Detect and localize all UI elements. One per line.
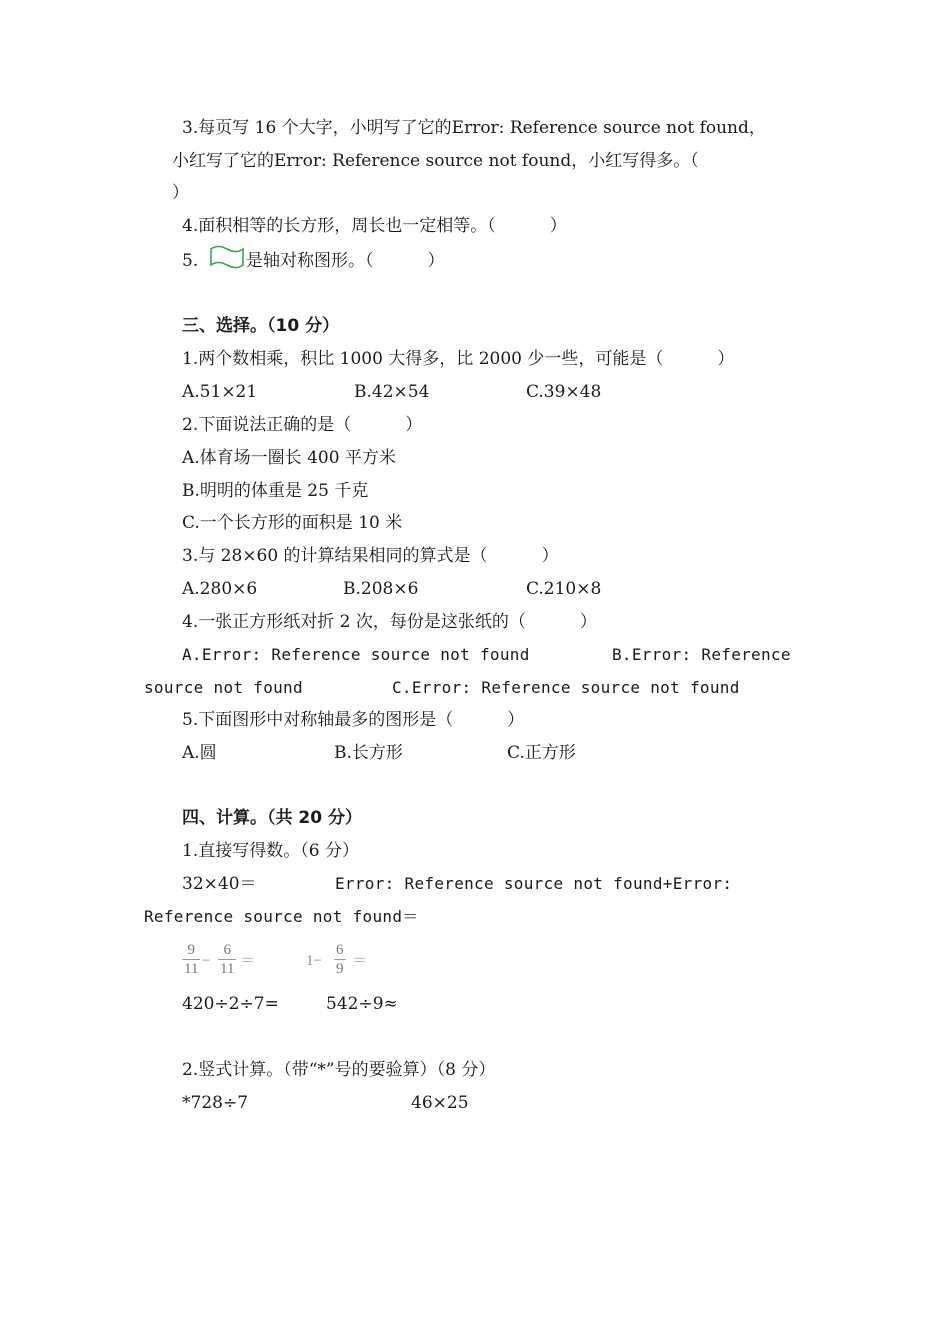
one-minus: 1− [306, 953, 322, 969]
judge-q5-prefix: 5. [182, 251, 204, 271]
fraction-9-11 [182, 941, 200, 978]
choice-q4-option-b-line2: source not found [144, 678, 303, 697]
choice-q2: 2.下面说法正确的是（ ） [182, 415, 423, 435]
judge-q3-line2: 小红写了它的Error: Reference source not found，小红写得多。（ [172, 151, 699, 171]
calc-expr-2-line2: Reference source not found＝ [144, 907, 419, 926]
calc-expr-4: 542÷9≈ [326, 994, 398, 1014]
judge-q4: 4.面积相等的长方形，周长也一定相等。（ ） [182, 216, 567, 236]
choice-q4-option-b-line1: B.Error: Reference [612, 645, 791, 664]
choice-q4-option-c: C.Error: Reference source not found [392, 678, 740, 697]
calc-sub1: 1.直接写得数。（6 分） [182, 841, 359, 861]
choice-q3: 3.与 28×60 的计算结果相同的算式是（ ） [182, 546, 559, 566]
calc-expr-1: 32×40＝ [182, 874, 257, 894]
fraction-denominator: 9 [336, 961, 344, 977]
choice-q2-option-a: A.体育场一圈长 400 平方米 [182, 448, 396, 468]
fraction-6-9 [334, 941, 346, 978]
equals-sign: ＝ [352, 953, 368, 969]
calc-expr-5: *728÷7 [182, 1093, 249, 1113]
choice-q2-option-b: B.明明的体重是 25 千克 [182, 481, 369, 501]
choice-q4-option-a: A.Error: Reference source not found [182, 645, 530, 664]
fraction-numerator: 6 [218, 941, 236, 960]
choice-q1-option-a: A.51×21 [182, 382, 258, 402]
choice-q4: 4.一张正方形纸对折 2 次，每份是这张纸的（ ） [182, 612, 597, 632]
fraction-6-11 [218, 941, 236, 978]
equals-sign: ＝ [240, 953, 256, 969]
choice-q2-option-c: C.一个长方形的面积是 10 米 [182, 513, 403, 533]
section-calc-heading: 四、计算。（共 20 分） [182, 808, 362, 828]
choice-q5-option-a: A.圆 [182, 743, 217, 763]
choice-q3-option-c: C.210×8 [526, 579, 602, 599]
fraction-denominator: 11 [220, 961, 235, 977]
calc-sub2: 2.竖式计算。（带“*”号的要验算）（8 分） [182, 1060, 496, 1080]
section-choice-heading: 三、选择。（10 分） [182, 316, 340, 336]
judge-q3-line3: ） [172, 183, 189, 203]
judge-q5-suffix: 是轴对称图形。（ ） [246, 251, 445, 271]
fraction-denominator: 11 [184, 961, 199, 977]
choice-q5-option-c: C.正方形 [507, 743, 576, 763]
choice-q3-option-b: B.208×6 [343, 579, 419, 599]
choice-q5-option-b: B.长方形 [334, 743, 403, 763]
calc-expr-2-line1: Error: Reference source not found+Error: [335, 874, 733, 893]
choice-q5: 5.下面图形中对称轴最多的图形是（ ） [182, 710, 525, 730]
choice-q3-option-a: A.280×6 [182, 579, 258, 599]
fraction-numerator: 9 [182, 941, 200, 960]
fraction-numerator: 6 [336, 942, 344, 958]
calc-expr-3: 420÷2÷7= [182, 994, 279, 1014]
calc-expr-6: 46×25 [411, 1093, 469, 1113]
choice-q1-option-b: B.42×54 [354, 382, 430, 402]
minus-sign: − [202, 953, 211, 969]
choice-q1: 1.两个数相乘，积比 1000 大得多，比 2000 少一些，可能是（ ） [182, 349, 735, 369]
choice-q1-option-c: C.39×48 [526, 382, 602, 402]
wavy-flag-icon [208, 245, 246, 271]
judge-q3-line1: 3.每页写 16 个大字，小明写了它的Error: Reference source not found， [182, 118, 766, 138]
